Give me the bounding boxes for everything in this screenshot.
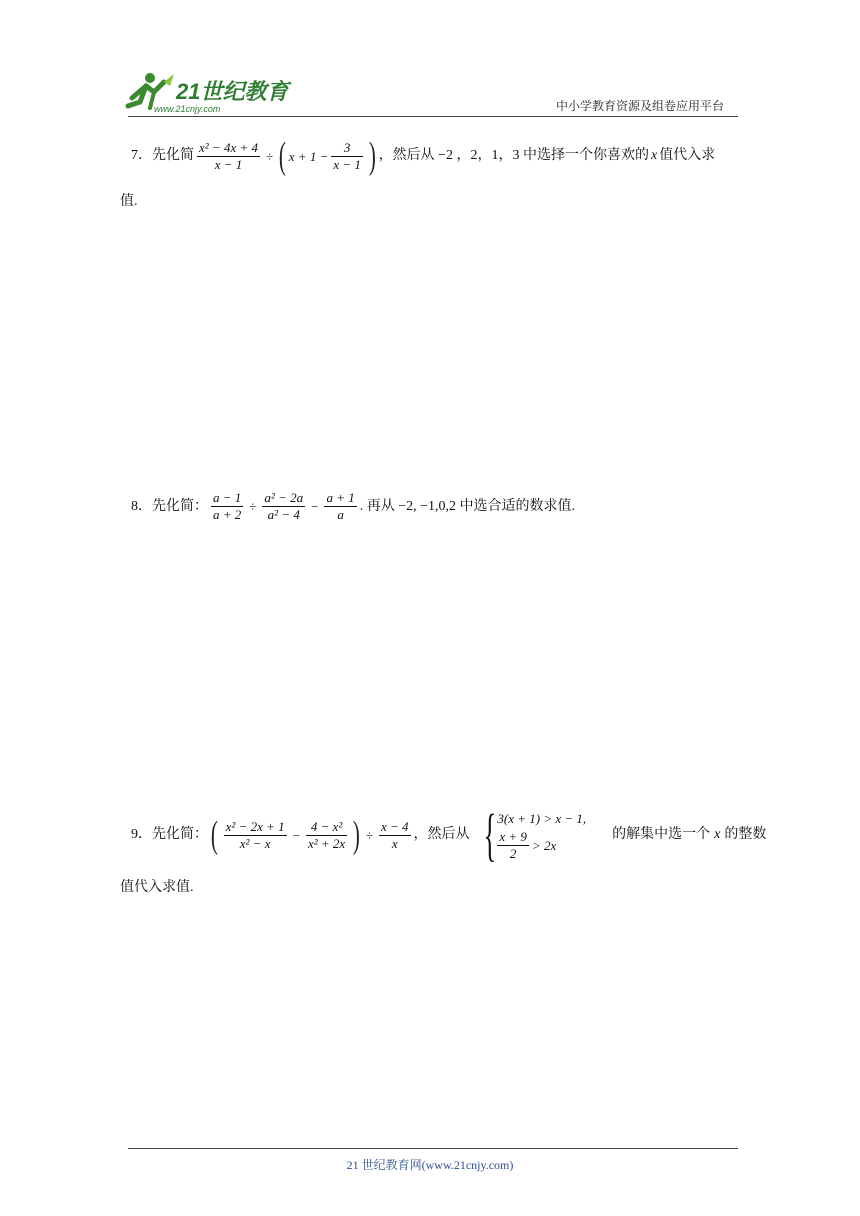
q8-frac3-denominator: a (337, 507, 344, 522)
footer-text: 21 世纪教育网(www.21cnjy.com) (346, 1158, 514, 1172)
q9-frac1-denominator: x² − x (239, 835, 271, 851)
q9-label: 9．先化简： (131, 827, 208, 842)
logo-title: 21世纪教育 (176, 79, 289, 104)
q7-frac1-denominator: x − 1 (214, 156, 243, 172)
q7-continuation: 值. (120, 194, 138, 209)
q9-frac3-denominator: x (391, 835, 398, 851)
q7-fraction-1 (197, 140, 260, 173)
q8-instruction: . 再从 −2, −1,0,2 中选合适的数求值. (359, 498, 576, 514)
site-logo (124, 68, 294, 114)
q7-frac1-numerator: x² − 4x + 4 (199, 139, 258, 155)
q9-ineq2-rest: > 2x (531, 837, 557, 853)
q9-instruction-end: 的整数 (724, 827, 767, 842)
q7-paren-expression: x + 1 − (288, 148, 329, 164)
footer-divider (128, 1148, 738, 1149)
q9-continuation: 值代入求值. (120, 880, 194, 895)
logo-url: www.21cnjy.com (154, 104, 221, 114)
q9-frac2-numerator: 4 − x² (310, 818, 343, 834)
q7-frac2-numerator: 3 (343, 139, 351, 155)
q7-divide-sign: ÷ (265, 148, 274, 164)
q9-fraction-2 (306, 819, 347, 852)
q8-frac2-numerator: a² − 2a (264, 490, 304, 505)
q9-inequality-1: 3(x + 1) > x − 1, (497, 810, 587, 826)
q7-fraction-2 (331, 140, 363, 173)
header-divider (128, 116, 738, 117)
q8-minus-sign: − (311, 499, 319, 514)
q9-fraction-1 (224, 819, 287, 852)
runner-logo-icon (124, 68, 294, 114)
q9-minus-sign: − (292, 827, 300, 843)
q7-instruction: ，然后从 −2 ，2，1，3 中选择一个你喜欢的 (378, 148, 649, 163)
q8-frac1-numerator: a − 1 (213, 490, 242, 505)
q9-divide-sign: ÷ (365, 827, 373, 843)
question-8 (131, 490, 575, 523)
q8-fraction-2 (262, 490, 305, 523)
q7-variable: x (650, 148, 658, 163)
q8-frac1-denominator: a + 2 (213, 507, 242, 522)
q9-frac3-numerator: x − 4 (381, 818, 409, 834)
q8-divide-sign: ÷ (249, 499, 257, 514)
q9-fraction-3 (379, 819, 411, 852)
q9-ineq2-denominator: 2 (509, 845, 517, 861)
q8-label: 8．先化简： (131, 498, 208, 514)
q9-instruction-2: 的解集中选一个 (612, 827, 711, 842)
q7-instruction-end: 值代入求 (659, 148, 716, 163)
q9-frac2-denominator: x² + 2x (307, 835, 346, 851)
q7-frac2-denominator: x − 1 (333, 156, 361, 172)
q8-fraction-1 (211, 490, 243, 523)
q8-fraction-3 (324, 490, 356, 523)
q9-inequality-system: { 3(x + 1) > x − 1, $\frac{x + 9}{2}$ > 2x (483, 802, 587, 867)
q9-frac1-numerator: x² − 2x + 1 (225, 818, 285, 834)
question-7: 7．先化简 $\frac{\text{x² − 4x + 4}}{x - 1}$ ÷ ( x + 1 − $\frac{3}{x - 1}$ ) ，然后从 −2 ，2，1，3 中选择一个你喜欢的 x 值代入求 (131, 135, 716, 177)
q9-inequality-2 (497, 829, 586, 862)
q7-label: 7．先化简 (131, 148, 194, 163)
question-9: 9．先化简： ( $\frac{\text{x² − 2x + 1}}{\text{x² − x}}$ − $\frac{\text{4 − x²}}{\text{x² + 2x}}$ ) ÷ $\frac{x - 4}{x}$ ，然后从 { 3(x + 1) > x − 1, $\frac{x + 9}{2}$ > 2x 的解集中选一个 x 的整数 (131, 802, 767, 867)
q9-instruction: ，然后从 (413, 827, 470, 842)
q8-frac2-denominator: a² − 4 (267, 507, 300, 522)
platform-name: 中小学教育资源及组卷应用平台 (555, 99, 724, 113)
q8-frac3-numerator: a + 1 (326, 490, 355, 505)
q9-variable: x (714, 827, 721, 842)
q9-ineq2-numerator: x + 9 (499, 828, 527, 844)
